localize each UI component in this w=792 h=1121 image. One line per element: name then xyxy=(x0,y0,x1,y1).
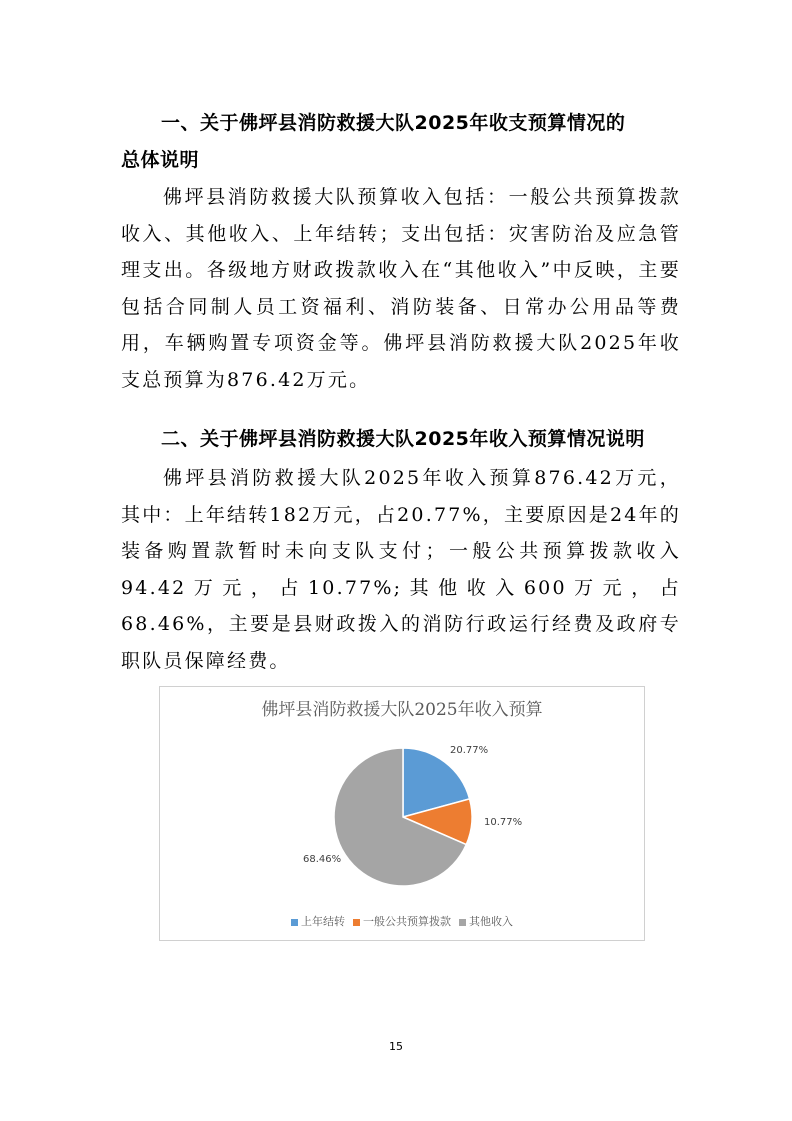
page-number: 15 xyxy=(389,1040,403,1053)
legend-item-1 xyxy=(291,913,345,929)
section2-heading: 二、关于佛坪县消防救援大队2025年收入预算情况说明 xyxy=(161,428,645,450)
income-pie-chart xyxy=(159,686,645,941)
chart-title: 佛坪县消防救援大队2025年收入预算 xyxy=(261,700,543,720)
pie-chart-svg xyxy=(160,687,646,942)
legend-item-3 xyxy=(459,913,513,929)
data-label-1: 20.77% xyxy=(450,745,489,756)
data-label-3: 68.46% xyxy=(303,854,342,865)
legend-swatch-2 xyxy=(353,919,360,926)
section1-heading-line2: 总体说明 xyxy=(121,149,200,171)
legend-label-1: 上年结转 xyxy=(301,915,345,928)
section1-paragraph: 佛坪县消防救援大队预算收入包括：一般公共预算拨款收入、其他收入、上年结转；支出包括：灾害防治及应急管理支出。各级地方财政拨款收入在“其他收入”中反映，主要包括合同制人员工资福利、消防装备、日常办公用品等费用，车辆购置专项资金等。佛坪县消防救援大队2025年收支总预算为876.42万元。 xyxy=(121,186,681,391)
legend-label-2: 一般公共预算拨款 xyxy=(363,915,451,928)
legend-label-3: 其他收入 xyxy=(469,915,513,928)
data-label-2: 10.77% xyxy=(484,817,523,828)
section1-heading-line1: 一、关于佛坪县消防救援大队2025年收支预算情况的 xyxy=(161,112,626,134)
section2-paragraph: 佛坪县消防救援大队2025年收入预算876.42万元，其中：上年结转182万元，占20.77%，主要原因是24年的装备购置款暂时未向支队支付；一般公共预算拨款收入94.42万元，占10.77%;其他收入600万元，占68.46%，主要是县财政拨入的消防行政运行经费及政府专职队员保障经费。 xyxy=(121,467,681,672)
legend-item-2 xyxy=(353,913,451,929)
legend-swatch-3 xyxy=(459,919,466,926)
legend-swatch-1 xyxy=(291,919,298,926)
chart-legend xyxy=(160,913,644,929)
